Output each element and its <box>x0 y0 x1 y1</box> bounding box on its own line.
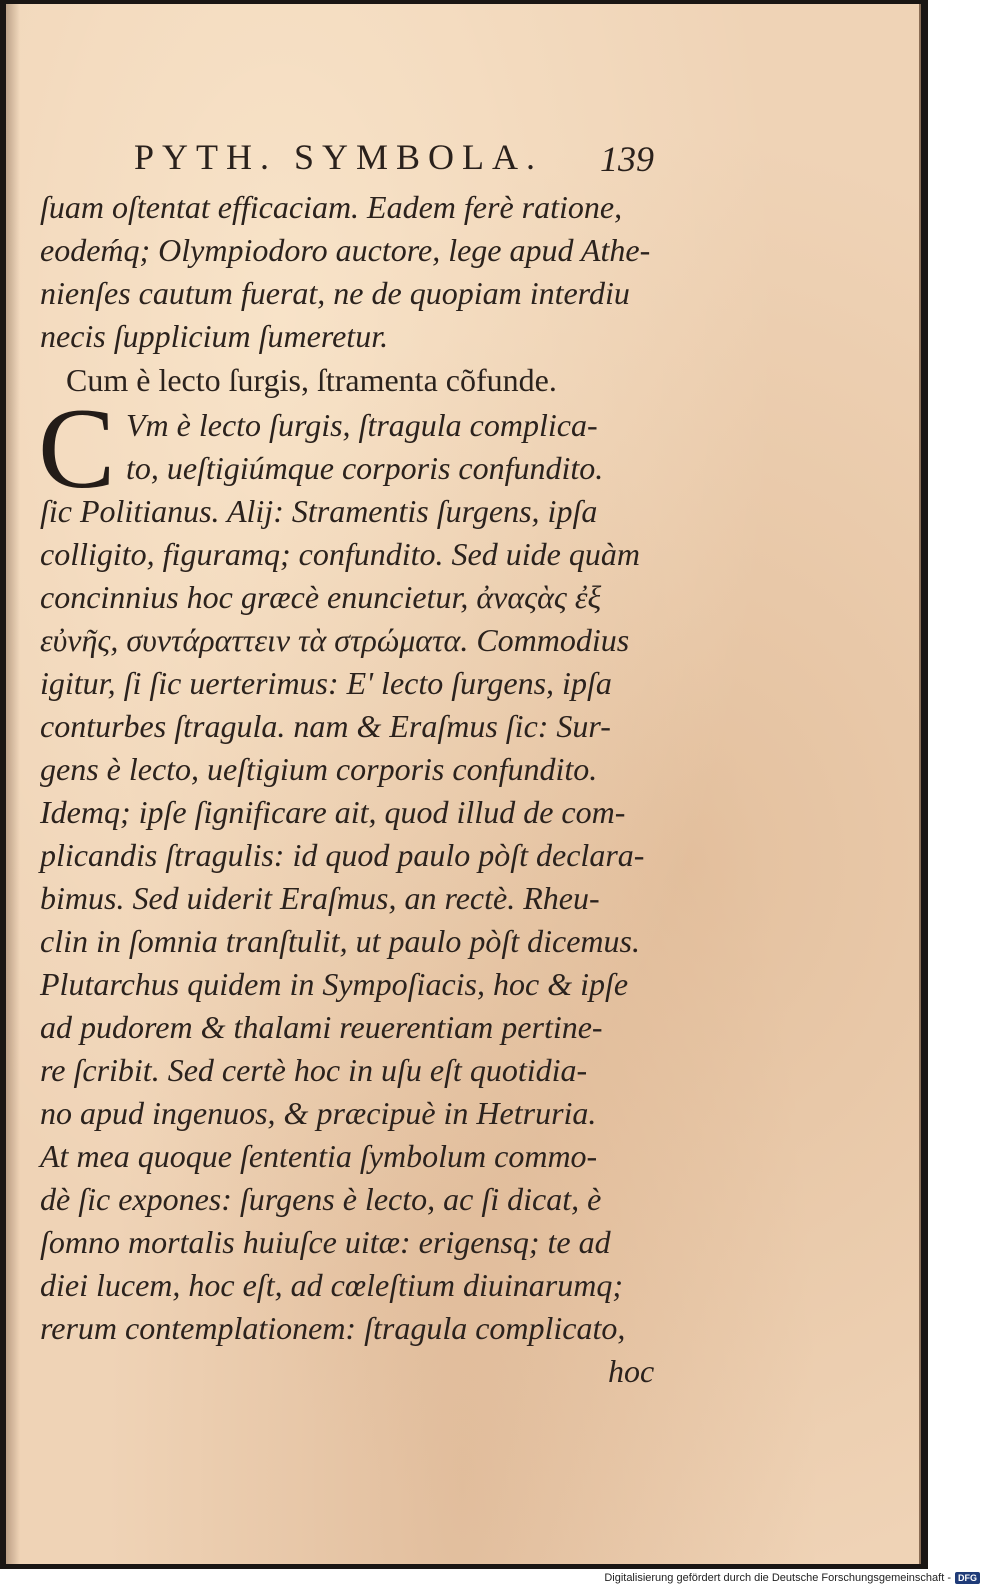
page-number: 139 <box>600 139 654 179</box>
text-line: no apud ingenuos, & præcipuè in Hetruria. <box>40 1095 597 1131</box>
page-header <box>6 136 919 180</box>
text-line: igitur, ſi ſic uerterimus: E' lecto ſurgens, ipſa <box>40 665 612 701</box>
text-line: ſomno mortalis huiuſce uitæ: erigensq; te ad <box>40 1224 611 1260</box>
text-line: ſuam oſtentat efficaciam. Eadem ferè ratione, <box>40 189 623 225</box>
text-line: concinnius hoc græcè enuncietur, ἀναςὰς ἐξ <box>40 579 602 615</box>
text-line: nienſes cautum fuerat, ne de quopiam interdiu <box>40 275 630 311</box>
text-line: gens è lecto, ueſtigium corporis confundito. <box>40 751 598 787</box>
text-line: ad pudorem & thalami reuerentiam pertine- <box>40 1009 603 1045</box>
text-line: eodeḿq; Olympiodoro auctore, lege apud Athe- <box>40 232 651 268</box>
text-line: Plutarchus quidem in Sympoſiacis, hoc & ipſe <box>40 966 629 1002</box>
text-line: Idemq; ipſe ſignificare ait, quod illud de com- <box>40 794 626 830</box>
text-line: clin in ſomnia tranſtulit, ut paulo pòſt dicemus. <box>40 923 640 959</box>
catchword: hoc <box>608 1353 655 1389</box>
book-page <box>6 4 921 1564</box>
text-line: Vm è lecto ſurgis, ſtragula complica- <box>126 407 598 443</box>
digitization-footer <box>604 1569 980 1587</box>
text-line: dè ſic expones: ſurgens è lecto, ac ſi dicat, è <box>40 1181 602 1217</box>
text-line: colligito, figuramq; confundito. Sed uide quàm <box>40 536 640 572</box>
text-line: necis ſupplicium ſumeretur. <box>40 318 389 354</box>
drop-cap: C <box>38 385 116 513</box>
section-heading: Cum è lecto ſurgis, ſtramenta cõfunde. <box>66 362 557 398</box>
text-line: ſic Politianus. Alij: Stramentis ſurgens, ipſa <box>40 493 598 529</box>
text-line: rerum contemplationem: ſtragula complicato, <box>40 1310 626 1346</box>
text-line: bimus. Sed uiderit Eraſmus, an rectè. Rheu- <box>40 880 600 916</box>
page-gutter-shadow <box>6 4 20 1564</box>
text-line: At mea quoque ſententia ſymbolum commo- <box>40 1138 598 1174</box>
text-line: plicandis ſtragulis: id quod paulo pòſt declara- <box>40 837 645 873</box>
text-line: conturbes ſtragula. nam & Eraſmus ſic: Sur- <box>40 708 611 744</box>
dfg-logo: DFG <box>955 1572 980 1584</box>
text-line: re ſcribit. Sed certè hoc in uſu eſt quotidia- <box>40 1052 588 1088</box>
text-line: εὐνῆς, συντάραττειν τὰ στρώματα. Commodius <box>40 622 630 658</box>
text-line: diei lucem, hoc eſt, ad cœleſtium diuinarumq; <box>40 1267 623 1303</box>
running-title: PYTH. SYMBOLA. <box>134 137 544 177</box>
footer-text: Digitalisierung gefördert durch die Deutsche Forschungsgemeinschaft - <box>604 1572 951 1584</box>
text-line: to, ueſtigiúmque corporis confundito. <box>126 450 604 486</box>
